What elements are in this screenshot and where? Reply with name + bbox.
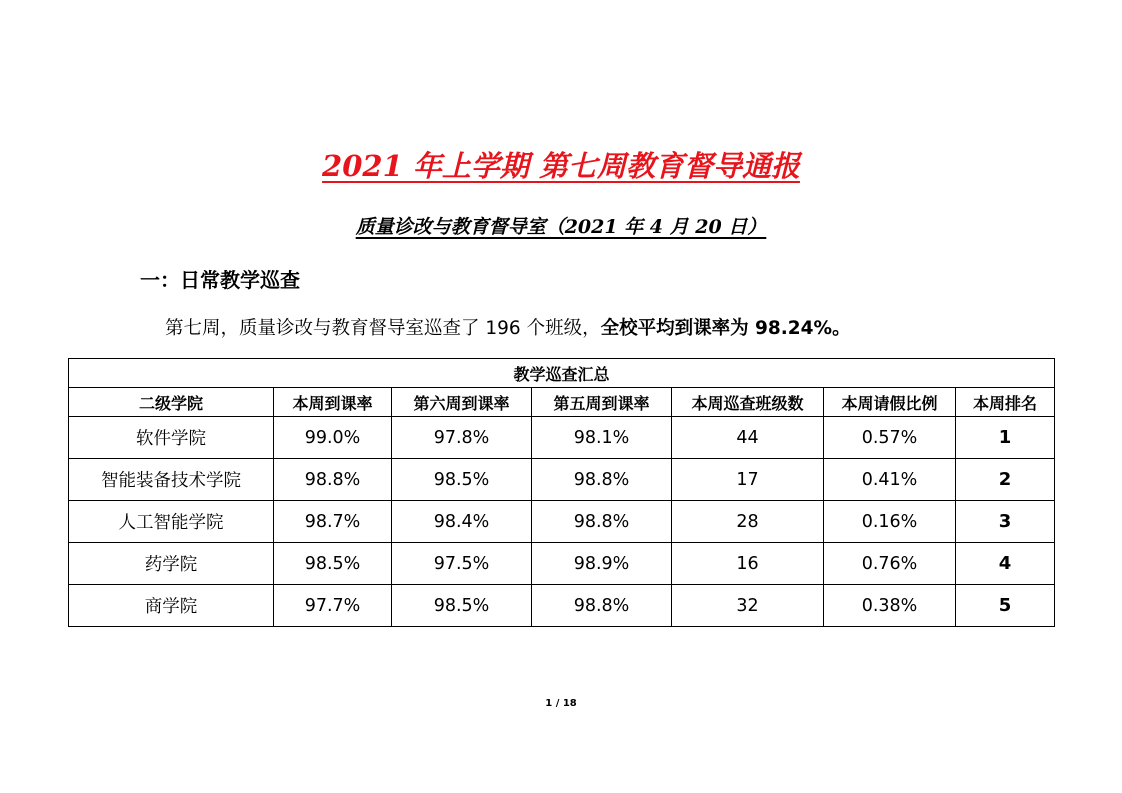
column-header-week5-rate: 第五周到课率 [532,388,672,417]
this-week-rate-cell: 98.7% [274,501,392,543]
column-header-classes-inspected: 本周巡查班级数 [672,388,824,417]
summary-highlight: 全校平均到课率为 98.24%。 [600,318,851,339]
week5-rate-cell: 98.1% [532,417,672,459]
week5-rate-cell: 98.8% [532,585,672,627]
this-week-rate-cell: 99.0% [274,417,392,459]
college-cell: 药学院 [69,543,274,585]
section-heading: 一：日常教学巡查 [140,268,300,292]
week5-rate-cell: 98.8% [532,459,672,501]
college-cell: 智能装备技术学院 [69,459,274,501]
column-header-leave-ratio: 本周请假比例 [824,388,956,417]
college-cell: 商学院 [69,585,274,627]
rank-cell: 1 [956,417,1055,459]
week6-rate-cell: 98.5% [392,585,532,627]
page-number: 1 / 18 [545,698,577,709]
leave-ratio-cell: 0.16% [824,501,956,543]
rank-cell: 2 [956,459,1055,501]
college-cell: 软件学院 [69,417,274,459]
table-row [69,501,1055,543]
document-title [0,146,1122,186]
leave-ratio-cell: 0.57% [824,417,956,459]
document-subtitle [0,212,1122,242]
leave-ratio-cell: 0.76% [824,543,956,585]
summary-paragraph [165,314,851,344]
column-header-rank: 本周排名 [956,388,1055,417]
college-cell: 人工智能学院 [69,501,274,543]
table-caption-row [69,359,1055,388]
week6-rate-cell: 98.4% [392,501,532,543]
this-week-rate-cell: 97.7% [274,585,392,627]
week5-rate-cell: 98.8% [532,501,672,543]
table-caption: 教学巡查汇总 [69,359,1055,388]
classes-inspected-cell: 32 [672,585,824,627]
rank-cell: 3 [956,501,1055,543]
leave-ratio-cell: 0.41% [824,459,956,501]
inspection-summary-table [68,358,1055,627]
week6-rate-cell: 97.5% [392,543,532,585]
week6-rate-cell: 98.5% [392,459,532,501]
classes-inspected-cell: 17 [672,459,824,501]
rank-cell: 4 [956,543,1055,585]
summary-text: 第七周，质量诊改与教育督导室巡查了 196 个班级， [165,318,601,339]
classes-inspected-cell: 44 [672,417,824,459]
table-row [69,417,1055,459]
table-row [69,543,1055,585]
column-header-this-week-rate: 本周到课率 [274,388,392,417]
leave-ratio-cell: 0.38% [824,585,956,627]
classes-inspected-cell: 28 [672,501,824,543]
this-week-rate-cell: 98.5% [274,543,392,585]
table-header-row [69,388,1055,417]
column-header-week6-rate: 第六周到课率 [392,388,532,417]
this-week-rate-cell: 98.8% [274,459,392,501]
document-subtitle-text: 质量诊改与教育督导室（2021 年 4 月 20 日） [355,216,767,238]
table-row [69,459,1055,501]
table-row [69,585,1055,627]
column-header-college: 二级学院 [69,388,274,417]
rank-cell: 5 [956,585,1055,627]
week6-rate-cell: 97.8% [392,417,532,459]
classes-inspected-cell: 16 [672,543,824,585]
week5-rate-cell: 98.9% [532,543,672,585]
document-title-text: 2021 年上学期 第七周教育督导通报 [322,149,800,183]
